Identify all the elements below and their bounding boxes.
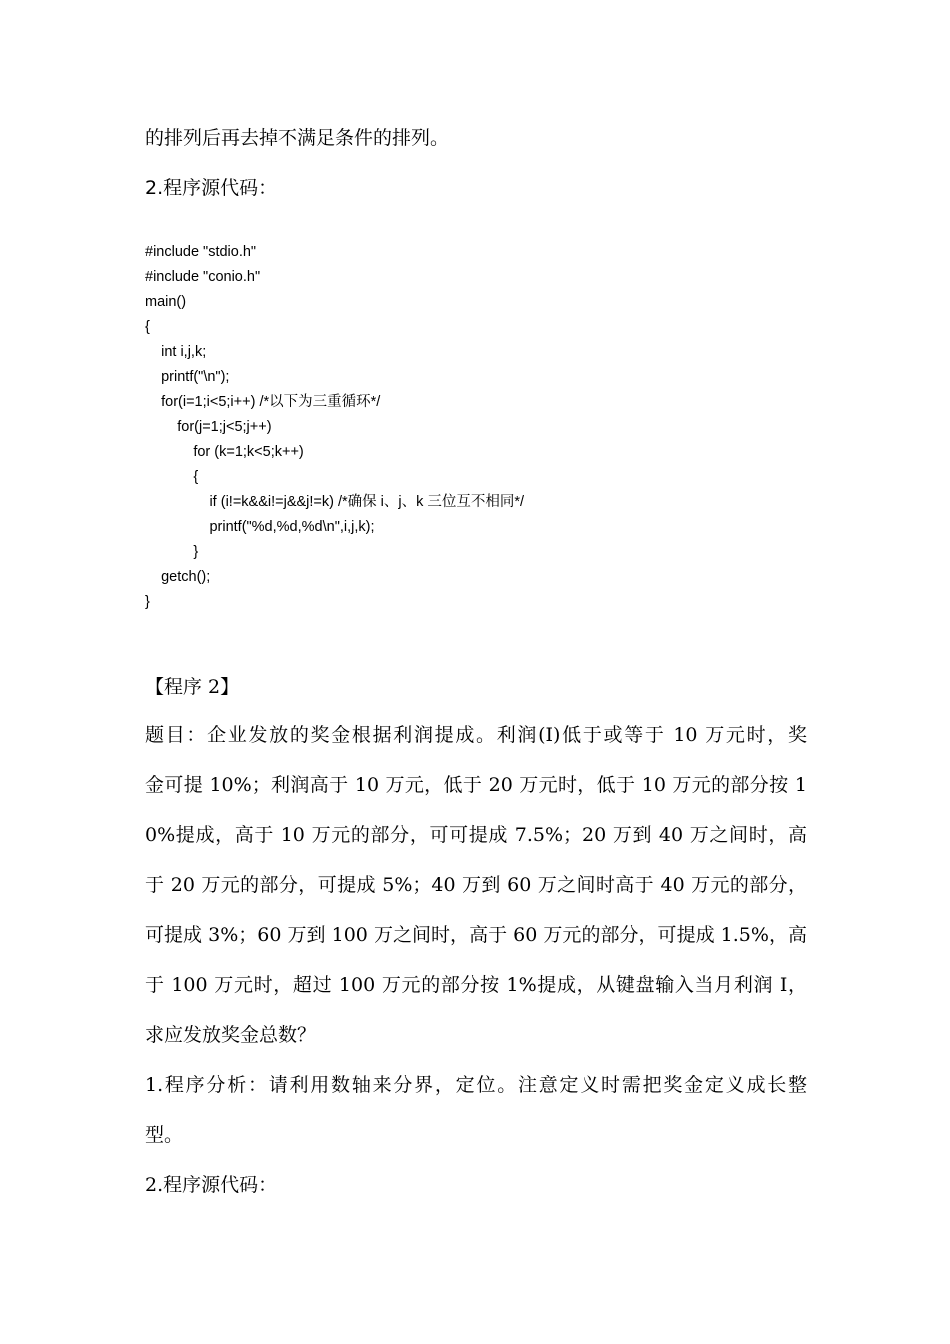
program-2-heading: 【程序 2】	[145, 676, 240, 698]
source-heading-1: 2.程序源代码：	[145, 177, 278, 199]
code-line: getch();	[145, 569, 211, 585]
code-line: for (k=1;k<5;k++)	[145, 444, 304, 460]
code-line: for(j=1;j<5;j++)	[145, 419, 272, 435]
code-line: }	[145, 544, 199, 560]
code-line: }	[145, 594, 150, 610]
code-line: main()	[145, 294, 187, 310]
question-line: 求应发放奖金总数？	[145, 1024, 317, 1046]
analysis-line: 型。	[145, 1124, 184, 1146]
code-line: {	[145, 319, 150, 335]
question-line: 题目：企业发放的奖金根据利润提成。利润(I)低于或等于 10 万元时，奖	[145, 724, 807, 746]
code-line: printf("\n");	[145, 369, 230, 385]
question-line: 于 100 万元时，超过 100 万元的部分按 1%提成，从键盘输入当月利润 I，	[145, 974, 807, 996]
code-line: #include "stdio.h"	[145, 244, 257, 260]
question-line: 0%提成，高于 10 万元的部分，可可提成 7.5%；20 万到 40 万之间时，高	[145, 824, 807, 846]
code-line: #include "conio.h"	[145, 269, 261, 285]
intro-continuation: 的排列后再去掉不满足条件的排列。	[145, 127, 450, 149]
analysis-line: 1.程序分析：请利用数轴来分界，定位。注意定义时需把奖金定义成长整	[145, 1074, 807, 1096]
code-line: int i,j,k;	[145, 344, 207, 360]
question-line: 于 20 万元的部分，可提成 5%；40 万到 60 万之间时高于 40 万元的部分，	[145, 874, 807, 896]
question-line: 可提成 3%；60 万到 100 万之间时，高于 60 万元的部分，可提成 1.5%，高	[145, 924, 807, 946]
question-line: 金可提 10%；利润高于 10 万元，低于 20 万元时，低于 10 万元的部分按 1	[145, 774, 807, 796]
code-line: if (i!=k&&i!=j&&j!=k) /*确保 i、j、k 三位互不相同*/	[145, 494, 525, 510]
code-line: for(i=1;i<5;i++) /*以下为三重循环*/	[145, 394, 381, 410]
code-line: printf("%d,%d,%d\n",i,j,k);	[145, 519, 375, 535]
code-line: {	[145, 469, 199, 485]
source-heading-2: 2.程序源代码：	[145, 1174, 278, 1196]
